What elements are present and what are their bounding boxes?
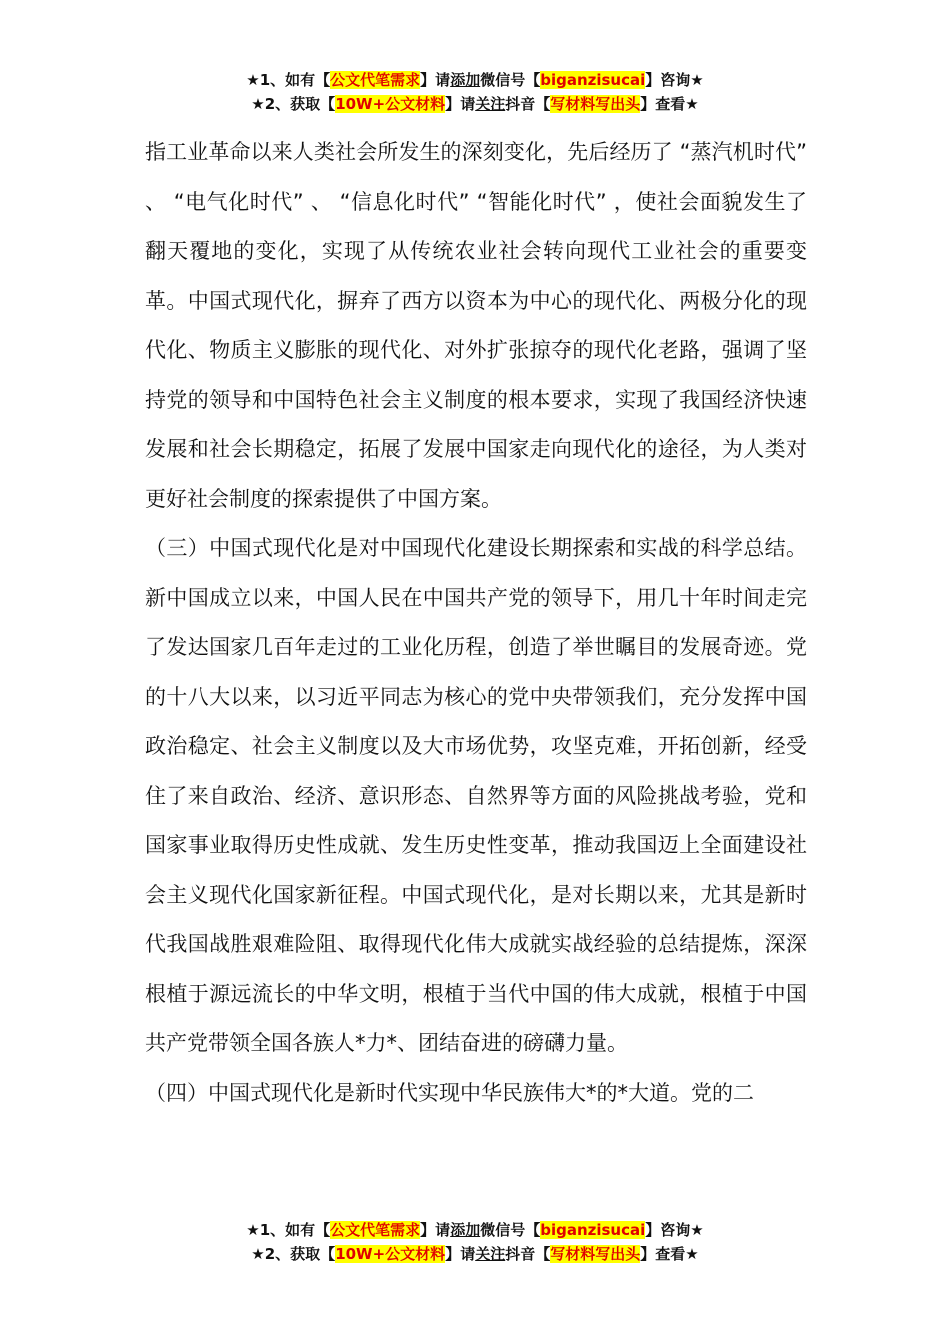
banner-text: 】查看★ xyxy=(640,95,699,113)
footer-banner xyxy=(0,1218,950,1266)
banner-text: 微信号【 xyxy=(480,1221,541,1239)
paragraph-2: （三）中国式现代化是对中国现代化建设长期探索和实战的科学总结。新中国成立以来，中国人民在中国共产党的领导下，用几十年时间走完了发达国家几百年走过的工业化历程，创造了举世瞩目的发展奇迹。党的十八大以来，以习近平同志为核心的党中央带领我们，充分发挥中国政治稳定、社会主义制度以及大市场优势，攻坚克难，开拓创新，经受住了来自政治、经济、意识形态、自然界等方面的风险挑战考验，党和国家事业取得历史性成就、发生历史性变革，推动我国迈上全面建设社会主义现代化国家新征程。中国式现代化，是对长期以来，尤其是新时代我国战胜艰难险阻、取得现代化伟大成就实战经验的总结提炼，深深根植于源远流长的中华文明，根植于当代中国的伟大成就，根植于中国共产党带领全国各族人*力*、团结奋进的磅礴力量。 xyxy=(145,536,807,1055)
banner-text: ★2、获取【 xyxy=(251,1245,336,1263)
banner-line-1 xyxy=(0,1218,950,1242)
banner-text: 微信号【 xyxy=(480,71,541,89)
banner-text: ★2、获取【 xyxy=(251,95,336,113)
banner-highlight: biganzisucai xyxy=(540,1221,646,1239)
banner-text: 】查看★ xyxy=(640,1245,699,1263)
banner-emphasis: 关注 xyxy=(475,1245,506,1263)
banner-emphasis: 添加 xyxy=(450,1221,481,1239)
banner-highlight: 10W+公文材料 xyxy=(335,95,446,113)
banner-line-2 xyxy=(0,1242,950,1266)
banner-line-1 xyxy=(0,68,950,92)
banner-text: 】请 xyxy=(445,1245,476,1263)
paragraph-1: 指工业革命以来人类社会所发生的深刻变化，先后经历了 “蒸汽机时代” 、 “电气化时代” 、 “信息化时代” “智能化时代” ，使社会面貌发生了翻天覆地的变化，实现了从传统农业社会转向现代工业社会的重要变革。中国式现代化，摒弃了西方以资本为中心的现代化、两极分化的现代化、物质主义膨胀的现代化、对外扩张掠夺的现代化老路，强调了坚持党的领导和中国特色社会主义制度的根本要求，实现了我国经济快速发展和社会长期稳定，拓展了发展中国家走向现代化的途径，为人类对更好社会制度的探索提供了中国方案。 xyxy=(145,140,807,511)
banner-highlight: 公文代笔需求 xyxy=(330,1221,421,1239)
banner-text: 】请 xyxy=(420,1221,451,1239)
banner-text: ★1、如有【 xyxy=(246,1221,331,1239)
banner-text: ★1、如有【 xyxy=(246,71,331,89)
banner-text: 抖音【 xyxy=(505,95,551,113)
document-body xyxy=(145,128,807,1118)
banner-text: 】请 xyxy=(420,71,451,89)
banner-highlight: 10W+公文材料 xyxy=(335,1245,446,1263)
banner-highlight: 公文代笔需求 xyxy=(330,71,421,89)
header-banner xyxy=(0,68,950,116)
banner-text: 】咨询★ xyxy=(645,71,704,89)
banner-text: 】请 xyxy=(445,95,476,113)
banner-text: 】咨询★ xyxy=(645,1221,704,1239)
banner-line-2 xyxy=(0,92,950,116)
banner-text: 抖音【 xyxy=(505,1245,551,1263)
paragraph-3: （四）中国式现代化是新时代实现中华民族伟大*的*大道。党的二 xyxy=(145,1080,754,1105)
banner-highlight: 写材料写出头 xyxy=(550,1245,641,1263)
banner-emphasis: 关注 xyxy=(475,95,506,113)
banner-emphasis: 添加 xyxy=(450,71,481,89)
banner-highlight: 写材料写出头 xyxy=(550,95,641,113)
banner-highlight: biganzisucai xyxy=(540,71,646,89)
